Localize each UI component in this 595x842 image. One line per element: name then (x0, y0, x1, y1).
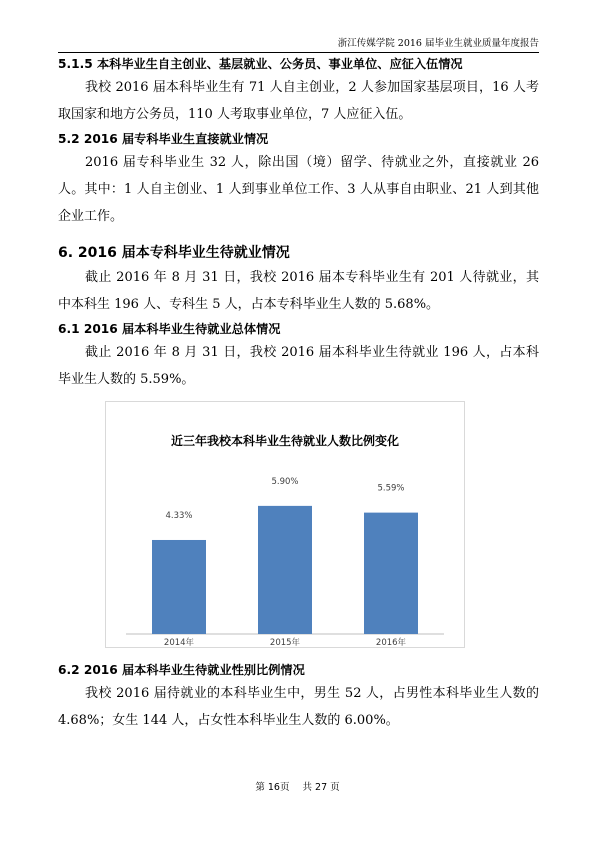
bar-2 (364, 513, 418, 634)
bar-1 (258, 506, 312, 634)
section-heading-6-1: 6.1 2016 届本科毕业生待就业总体情况 (58, 322, 281, 336)
unemployment-rate-chart (105, 401, 465, 648)
total-pages: 共 27 页 (302, 782, 340, 793)
page-number: 第 16页 (255, 782, 290, 793)
x-tick-label-2: 2016年 (375, 638, 407, 647)
paragraph-6: 截止 2016 年 8 月 31 日，我校 2016 届本专科毕业生有 201 人待就业，其中本科生 196 人、专科生 5 人，占本专科毕业生人数的 5.68%。 (58, 270, 539, 312)
x-tick-label-1: 2015年 (269, 638, 301, 647)
chart-title: 近三年我校本科毕业生待就业人数比例变化 (170, 434, 400, 448)
section-heading-5-1-5: 5.1.5 本科毕业生自主创业、基层就业、公务员、事业单位、应征入伍情况 (58, 57, 463, 71)
data-label-1: 5.90% (271, 476, 299, 487)
section-heading-6: 6. 2016 届本专科毕业生待就业情况 (58, 245, 290, 261)
chart-canvas (106, 402, 464, 647)
bar-0 (152, 540, 206, 634)
paragraph-6-2: 我校 2016 届待就业的本科毕业生中，男生 52 人，占男性本科毕业生人数的 4.68%；女生 144 人，占女性本科毕业生人数的 6.00%。 (58, 686, 539, 728)
section-heading-5-2: 5.2 2016 届专科毕业生直接就业情况 (58, 132, 269, 146)
data-label-0: 4.33% (165, 510, 193, 521)
section-heading-6-2: 6.2 2016 届本科毕业生待就业性别比例情况 (58, 663, 305, 677)
data-label-2: 5.59% (377, 483, 405, 494)
page-content (58, 54, 539, 735)
paragraph-6-1: 截止 2016 年 8 月 31 日，我校 2016 届本科毕业生待就业 196 人，占本科毕业生人数的 5.59%。 (58, 345, 539, 387)
x-tick-label-0: 2014年 (163, 638, 195, 647)
running-header-title: 浙江传媒学院 2016 届毕业生就业质量年度报告 (337, 38, 539, 49)
paragraph-5-1-5: 我校 2016 届本科毕业生有 71 人自主创业，2 人参加国家基层项目，16 人考取国家和地方公务员，110 人考取事业单位，7 人应征入伍。 (58, 80, 539, 122)
running-header (58, 38, 539, 53)
page-footer (0, 779, 595, 793)
paragraph-5-2: 2016 届专科毕业生 32 人，除出国（境）留学、待就业之外，直接就业 26 人。其中：1 人自主创业、1 人到事业单位工作、3 人从事自由职业、21 人到其他企业工作。 (58, 155, 539, 224)
